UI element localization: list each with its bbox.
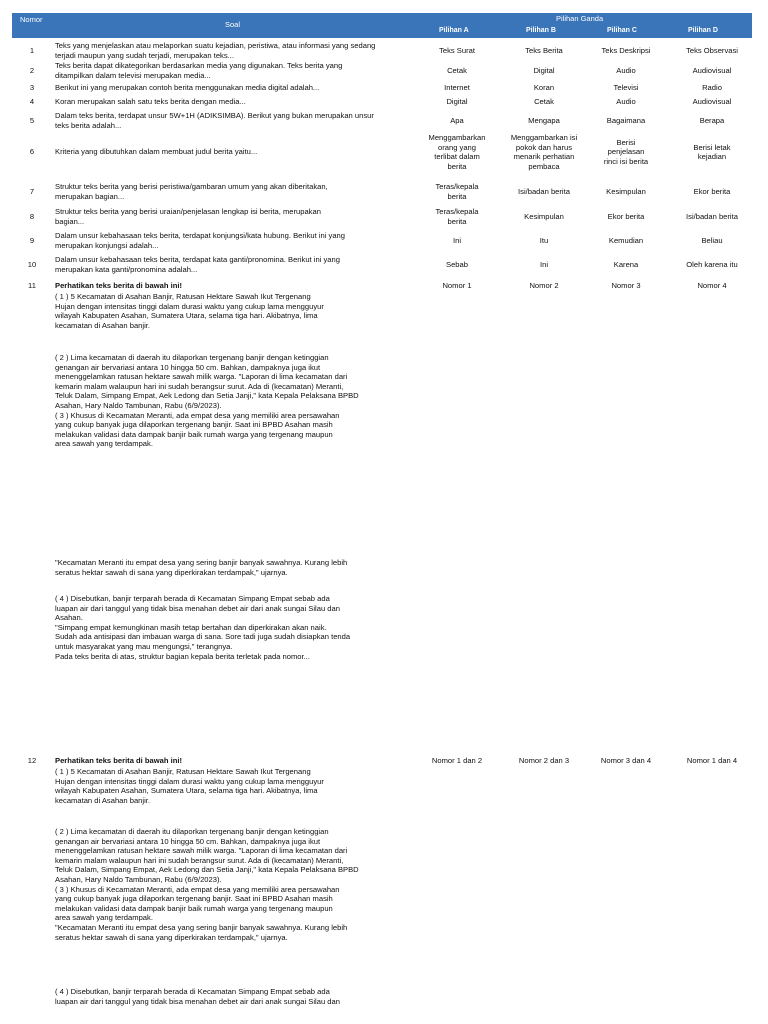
passage-line: Hujan dengan intensitas tinggi dalam durasi waktu yang cukup lama mengguyur [55, 776, 324, 786]
option-d: Berapa [699, 115, 725, 125]
question-number: 6 [29, 147, 35, 157]
question-number: 10 [27, 259, 37, 269]
passage-line: area sawah yang terdampak. [55, 913, 153, 923]
option-a: Nomor 1 dan 2 [431, 756, 483, 765]
question-text-line: Dalam unsur kebahasaan teks berita, terdapat kata ganti/pronomina. Berikut ini yang [55, 255, 340, 264]
option-d: Radio [702, 83, 722, 92]
option-c: Kesimpulan [606, 186, 646, 196]
header-nomor: Nomor [20, 15, 43, 24]
passage-line: Asahan, Hary Naldo Tambunan, Rabu (6/9/2023). [55, 401, 222, 410]
passage-line: seratus hektar sawah di sana yang diperkirakan terdampak," ujarnya. [55, 932, 288, 942]
option-b: Isi/badan berita [518, 186, 570, 196]
passage-line: melakukan validasi data dampak banjir baik rumah warga yang tergenang maupun [55, 903, 333, 913]
question-number: 2 [29, 65, 35, 75]
question-number: 5 [29, 115, 35, 125]
passage-line: luapan air dari tanggul yang tidak bisa menahan debet air dari anak sungai Silau dan [55, 996, 340, 1006]
passage-line: genangan air bervariasi antara 10 hingga 50 cm. Bahkan, dampaknya juga ikut [55, 362, 321, 372]
option-a: Apa [450, 115, 464, 125]
question-number: 7 [29, 186, 35, 196]
passage-line: Asahan, Hary Naldo Tambunan, Rabu (6/9/2023). [55, 875, 222, 884]
option-a: Sebab [446, 259, 468, 269]
option-a: berita [447, 161, 467, 171]
passage-line: ( 1 ) 5 Kecamatan di Asahan Banjir, Ratusan Hektare Sawah Ikut Tergenang [55, 292, 311, 301]
question-text-line: terjadi maupun yang sudah terjadi, merupakan teks... [55, 50, 234, 60]
header-pilihan-d: Pilihan D [688, 27, 718, 34]
question-number: 8 [29, 211, 35, 221]
passage-line: ( 1 ) 5 Kecamatan di Asahan Banjir, Ratusan Hektare Sawah Ikut Tergenang [55, 767, 311, 776]
passage-line: wilayah Kabupaten Asahan, Sumatera Utara, selama tiga hari. Akibatnya, lima [55, 786, 318, 796]
option-c: Bagaimana [606, 115, 646, 125]
passage-line: Teluk Dalam, Simpang Empat, Aek Ledong dan Setia Janji," kata Kepala Pelaksana BPBD [55, 865, 359, 875]
option-b: menarik perhatian [513, 152, 575, 162]
option-b: pokok dan harus [515, 142, 573, 152]
question-number: 9 [29, 235, 35, 245]
question-text-line: Kriteria yang dibutuhkan dalam membuat judul berita yaitu... [55, 147, 258, 157]
passage-line: ( 2 ) Lima kecamatan di daerah itu dilaporkan tergenang banjir dengan ketinggian [55, 827, 329, 836]
option-c: penjelasan [607, 147, 645, 157]
option-a: orang yang [438, 142, 476, 152]
option-b: Kesimpulan [524, 211, 564, 221]
option-d: Nomor 1 dan 4 [686, 756, 738, 765]
passage-line: kemarin malam walaupun hari ini sudah berangsur surut. Ada di (kecamatan) Meranti, [55, 855, 344, 865]
header-pilihan-c: Pilihan C [607, 27, 637, 34]
option-b: Digital [533, 65, 555, 75]
option-c: Ekor berita [607, 211, 645, 221]
question-text-line: Dalam unsur kebahasaan teks berita, terdapat konjungsi/kata hubung. Berikut ini yang [55, 231, 346, 240]
option-c: Teks Deskripsi [601, 45, 651, 55]
question-number: 12 [27, 756, 37, 765]
option-c: Karena [613, 259, 639, 269]
option-d: Oleh karena itu [686, 259, 738, 269]
passage-line: ( 3 ) Khusus di Kecamatan Meranti, ada empat desa yang memiliki area persawahan [55, 884, 340, 894]
option-c: Televisi [613, 83, 639, 92]
question-text-line: Struktur teks berita yang berisi uraian/penjelasan lengkap isi berita, merupakan [55, 207, 321, 216]
question-text-line: merupakan konjungsi adalah... [55, 240, 159, 250]
option-b: pembaca [528, 161, 560, 171]
option-d: Nomor 4 [697, 281, 727, 290]
option-a: terlibat dalam [434, 152, 480, 162]
passage-line: Asahan. [55, 613, 83, 623]
passage-line: luapan air dari tanggul yang tidak bisa menahan debet air dari anak sungai Silau dan [55, 603, 340, 613]
question-title: Perhatikan teks berita di bawah ini! [55, 756, 183, 765]
option-a: Cetak [447, 65, 467, 75]
passage-line: yang cukup banyak juga dilaporkan tergenang banjir. Saat ini BPBD Asahan masih [55, 420, 333, 430]
passage-line: "Simpang empat kemungkinan masih tetap bertahan dan diperkirakan akan naik. [55, 622, 327, 632]
option-c: Audio [616, 65, 636, 75]
option-c: Nomor 3 [611, 281, 641, 290]
passage-line: menenggelamkan ratusan hektare sawah milik warga. "Laporan di lima kecamatan dari [55, 372, 348, 382]
option-a: berita [447, 191, 467, 201]
option-a: Digital [446, 97, 468, 106]
table-header [12, 13, 752, 38]
question-text-line: Koran merupakan salah satu teks berita dengan media... [55, 97, 246, 106]
question-text-line: Struktur teks berita yang berisi peristiwa/gambaran umum yang akan diberitakan, [55, 182, 328, 191]
question-text-line: ditampilkan dalam televisi merupakan media... [55, 70, 211, 80]
option-a: Teras/kepala [435, 207, 479, 216]
question-number: 11 [28, 281, 36, 290]
option-c: rinci isi berita [603, 157, 649, 166]
option-b: Nomor 2 [529, 281, 559, 290]
option-d: Audiovisual [692, 65, 732, 75]
option-d: Beliau [701, 235, 723, 245]
passage-line: kemarin malam walaupun hari ini sudah berangsur surut. Ada di (kecamatan) Meranti, [55, 381, 344, 391]
passage-line: ( 2 ) Lima kecamatan di daerah itu dilaporkan tergenang banjir dengan ketinggian [55, 353, 329, 362]
option-a: Ini [452, 235, 462, 245]
question-number: 1 [29, 45, 35, 55]
question-title: Perhatikan teks berita di bawah ini! [55, 281, 183, 290]
option-a: Nomor 1 [442, 281, 472, 290]
passage-line: ( 4 ) Disebutkan, banjir terparah berada di Kecamatan Simpang Empat sebab ada [55, 987, 330, 996]
option-d: Ekor berita [693, 186, 731, 196]
option-b: Itu [539, 235, 549, 245]
passage-line: untuk masyarakat yang mau mengungsi," terangnya. [55, 642, 233, 651]
option-a: berita [447, 216, 467, 226]
passage-line: area sawah yang terdampak. [55, 439, 153, 449]
option-c: Nomor 3 dan 4 [600, 756, 652, 765]
question-text-line: Teks yang menjelaskan atau melaporkan suatu kejadian, peristiwa, atau informasi yang sedang [55, 41, 376, 50]
option-b: Koran [533, 83, 555, 92]
passage-line: "Kecamatan Meranti itu empat desa yang sering banjir banyak sawahnya. Kurang lebih [55, 923, 348, 932]
option-b: Nomor 2 dan 3 [518, 756, 570, 765]
passage-line: yang cukup banyak juga dilaporkan tergenang banjir. Saat ini BPBD Asahan masih [55, 894, 333, 904]
option-d: Berisi letak [693, 142, 731, 152]
header-pilihan-b: Pilihan B [526, 27, 556, 34]
option-b: Menggambarkan isi [510, 133, 578, 142]
option-c: Berisi [616, 137, 636, 147]
passage-line: Teluk Dalam, Simpang Empat, Aek Ledong dan Setia Janji," kata Kepala Pelaksana BPBD [55, 391, 359, 401]
option-b: Mengapa [528, 115, 560, 125]
option-a: Teras/kepala [435, 182, 479, 191]
passage-line: Hujan dengan intensitas tinggi dalam durasi waktu yang cukup lama mengguyur [55, 301, 324, 311]
passage-line: wilayah Kabupaten Asahan, Sumatera Utara, selama tiga hari. Akibatnya, lima [55, 311, 318, 321]
option-a: Menggambarkan [428, 133, 486, 142]
question-number: 3 [29, 83, 35, 92]
header-pilihan-a: Pilihan A [439, 27, 469, 34]
passage-line: genangan air bervariasi antara 10 hingga 50 cm. Bahkan, dampaknya juga ikut [55, 836, 321, 846]
question-text-line: Berikut ini yang merupakan contoh berita menggunakan media digital adalah... [55, 83, 320, 92]
passage-line: Sudah ada antisipasi dan imbauan warga di sana. Sore tadi juga sudah disiapkan tenda [55, 632, 351, 642]
option-a: Teks Surat [439, 45, 475, 55]
option-c: Kemudian [608, 235, 644, 245]
question-text-line: Dalam teks berita, terdapat unsur 5W+1H (ADIKSIMBA). Berikut yang bukan merupakan unsur [55, 111, 374, 120]
passage-line: ( 4 ) Disebutkan, banjir terparah berada di Kecamatan Simpang Empat sebab ada [55, 594, 330, 603]
header-pilihan-ganda: Pilihan Ganda [556, 14, 604, 23]
question-text-line: teks berita adalah... [55, 120, 122, 130]
passage-line: kecamatan di Asahan banjir. [55, 795, 150, 805]
option-d: Isi/badan berita [686, 211, 738, 221]
option-d: Audiovisual [692, 97, 732, 106]
option-a: Internet [444, 83, 470, 92]
option-b: Teks Berita [525, 45, 563, 55]
passage-line: melakukan validasi data dampak banjir baik rumah warga yang tergenang maupun [55, 429, 333, 439]
question-number: 4 [29, 97, 35, 106]
passage-line: seratus hektar sawah di sana yang diperkirakan terdampak," ujarnya. [55, 567, 288, 577]
passage-line: menenggelamkan ratusan hektare sawah milik warga. "Laporan di lima kecamatan dari [55, 846, 348, 856]
passage-line: ( 3 ) Khusus di Kecamatan Meranti, ada empat desa yang memiliki area persawahan [55, 410, 340, 420]
question-text-line: Teks berita dapat dikategorikan berdasarkan media yang digunakan. Teks berita yang [55, 61, 343, 70]
option-b: Cetak [534, 97, 554, 106]
passage-line: "Kecamatan Meranti itu empat desa yang sering banjir banyak sawahnya. Kurang lebih [55, 558, 348, 567]
passage-line: Pada teks berita di atas, struktur bagian kepala berita terletak pada nomor... [55, 651, 310, 661]
option-d: kejadian [697, 152, 727, 162]
question-text-line: merupakan kata ganti/pronomina adalah... [55, 264, 198, 274]
question-text-line: bagian... [55, 216, 85, 226]
option-d: Teks Observasi [686, 45, 738, 55]
option-c: Audio [616, 97, 636, 106]
question-text-line: merupakan bagian... [55, 191, 125, 201]
header-soal: Soal [225, 20, 241, 29]
option-b: Ini [539, 259, 549, 269]
passage-line: kecamatan di Asahan banjir. [55, 320, 150, 330]
